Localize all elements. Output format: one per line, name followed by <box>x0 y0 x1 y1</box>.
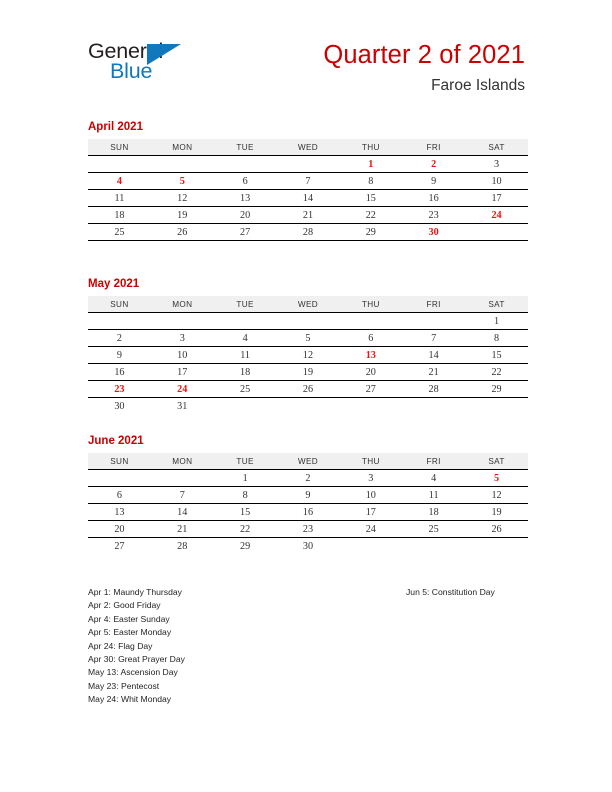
calendar-day[interactable]: 17 <box>339 504 402 521</box>
calendar-day[interactable]: 3 <box>465 156 528 173</box>
calendar-day[interactable]: 20 <box>88 521 151 538</box>
calendar-day[interactable]: 26 <box>277 381 340 398</box>
calendar-week-row <box>88 207 528 224</box>
calendar-day[interactable]: 8 <box>339 173 402 190</box>
holiday-legend-item: Apr 1: Maundy Thursday <box>88 587 182 597</box>
calendar-day-empty <box>339 313 402 330</box>
calendar-day[interactable]: 5 <box>277 330 340 347</box>
calendar-day-empty <box>339 538 402 555</box>
month-block-may <box>88 278 528 415</box>
weekday-header-sun: SUN <box>88 453 151 470</box>
month-block-april <box>88 121 528 241</box>
calendar-day[interactable]: 28 <box>402 381 465 398</box>
calendar-week-row <box>88 313 528 330</box>
calendar-table-may <box>88 296 528 415</box>
weekday-header-tue: TUE <box>214 453 277 470</box>
weekday-header-mon: MON <box>151 139 214 156</box>
calendar-day[interactable]: 16 <box>88 364 151 381</box>
holiday-legend-item: May 24: Whit Monday <box>88 694 172 705</box>
holiday-legend-item: Apr 2: Good Friday <box>88 600 161 611</box>
calendar-day[interactable]: 18 <box>88 207 151 224</box>
calendar-day[interactable]: 15 <box>465 347 528 364</box>
calendar-week-row <box>88 398 528 415</box>
month-title: June 2021 <box>88 435 144 447</box>
calendar-day[interactable]: 8 <box>465 330 528 347</box>
calendar-day-empty <box>277 156 340 173</box>
title-block <box>323 40 525 95</box>
calendar-day[interactable]: 11 <box>214 347 277 364</box>
month-block-june <box>88 435 528 555</box>
calendar-week-row <box>88 330 528 347</box>
weekday-header-mon: MON <box>151 453 214 470</box>
weekday-header-sun: SUN <box>88 139 151 156</box>
calendar-day[interactable]: 21 <box>402 364 465 381</box>
calendar-day[interactable]: 2 <box>277 470 340 487</box>
calendar-day[interactable]: 3 <box>151 330 214 347</box>
calendar-day[interactable]: 27 <box>339 381 402 398</box>
calendar-day[interactable]: 6 <box>214 173 277 190</box>
calendar-day[interactable]: 17 <box>151 364 214 381</box>
calendar-day[interactable]: 26 <box>151 224 214 241</box>
calendar-day-empty <box>151 313 214 330</box>
calendar-day[interactable]: 19 <box>277 364 340 381</box>
calendar-table-april <box>88 139 528 242</box>
calendar-day[interactable]: 31 <box>177 401 188 413</box>
weekday-header-sat: SAT <box>465 296 528 313</box>
calendar-day[interactable]: 6 <box>339 330 402 347</box>
calendar-day-holiday[interactable]: 23 <box>88 381 151 398</box>
calendar-day-empty <box>465 538 528 555</box>
calendar-day[interactable]: 9 <box>277 487 340 504</box>
calendar-day[interactable]: 6 <box>88 487 151 504</box>
calendar-day-holiday[interactable]: 2 <box>402 156 465 173</box>
weekday-header-sat: SAT <box>465 139 528 156</box>
weekday-header-tue: TUE <box>214 296 277 313</box>
calendar-day[interactable]: 28 <box>177 541 188 553</box>
calendar-day-empty <box>88 313 151 330</box>
calendar-day-empty <box>277 313 340 330</box>
calendar-day[interactable]: 23 <box>402 207 465 224</box>
calendar-day-empty <box>214 313 277 330</box>
weekday-header-fri: FRI <box>402 139 465 156</box>
calendar-day-holiday[interactable]: 5 <box>151 173 214 190</box>
calendar-day-holiday[interactable]: 4 <box>88 173 151 190</box>
calendar-week-row <box>88 173 528 190</box>
calendar-day-holiday[interactable]: 1 <box>339 156 402 173</box>
weekday-header-thu: THU <box>339 453 402 470</box>
calendar-day[interactable]: 13 <box>88 504 151 521</box>
calendar-day[interactable]: 4 <box>402 470 465 487</box>
calendar-day[interactable]: 8 <box>214 487 277 504</box>
weekday-header-fri: FRI <box>402 296 465 313</box>
month-title: April 2021 <box>88 121 143 133</box>
weekday-header-wed: WED <box>277 453 340 470</box>
calendar-day-empty <box>402 313 465 330</box>
weekday-header-sun: SUN <box>88 296 151 313</box>
calendar-day-empty <box>402 538 465 555</box>
calendar-day[interactable]: 11 <box>402 487 465 504</box>
calendar-week-row <box>88 224 528 241</box>
calendar-day[interactable]: 18 <box>402 504 465 521</box>
calendar-day[interactable]: 21 <box>151 521 214 538</box>
holiday-legend-column-right <box>406 586 495 599</box>
calendar-week-row <box>88 381 528 398</box>
calendar-day-holiday[interactable]: 13 <box>339 347 402 364</box>
calendar-day-holiday[interactable]: 24 <box>465 207 528 224</box>
calendar-day[interactable]: 7 <box>151 487 214 504</box>
calendar-day[interactable]: 13 <box>214 190 277 207</box>
calendar-day-holiday[interactable]: 5 <box>465 470 528 487</box>
calendar-day[interactable]: 10 <box>151 347 214 364</box>
calendar-day-empty <box>88 156 151 173</box>
calendar-day[interactable]: 10 <box>339 487 402 504</box>
calendar-day[interactable]: 21 <box>277 207 340 224</box>
weekday-header-thu: THU <box>339 139 402 156</box>
calendar-day[interactable]: 16 <box>277 504 340 521</box>
holiday-legend <box>0 586 612 726</box>
holiday-legend-item: Apr 30: Great Prayer Day <box>88 654 185 665</box>
general-blue-logo[interactable] <box>88 41 208 93</box>
calendar-body <box>88 313 528 415</box>
calendar-day[interactable]: 26 <box>465 521 528 538</box>
calendar-day[interactable]: 7 <box>402 330 465 347</box>
calendar-day[interactable]: 9 <box>88 347 151 364</box>
calendar-week-row <box>88 487 528 504</box>
holiday-legend-item: Jun 5: Constitution Day <box>406 587 495 597</box>
calendar-day[interactable]: 20 <box>214 207 277 224</box>
calendar-week-row <box>88 156 528 173</box>
logo-text-general: General <box>88 39 164 63</box>
calendar-day-empty <box>402 398 465 415</box>
calendar-day[interactable]: 27 <box>114 541 125 553</box>
calendar-day[interactable]: 29 <box>339 224 402 241</box>
calendar-day[interactable]: 19 <box>465 504 528 521</box>
calendar-day-empty <box>277 398 340 415</box>
holiday-legend-item: May 23: Pentecost <box>88 680 160 691</box>
holiday-legend-item: May 13: Ascension Day <box>88 667 178 678</box>
weekday-header-row <box>88 139 528 156</box>
weekday-header-wed: WED <box>277 296 340 313</box>
calendar-week-row <box>88 347 528 364</box>
page-header <box>0 0 612 110</box>
calendar-day[interactable]: 28 <box>277 224 340 241</box>
calendar-day[interactable]: 29 <box>240 541 251 553</box>
calendar-week-row <box>88 538 528 555</box>
calendar-week-row <box>88 470 528 487</box>
calendar-day[interactable]: 24 <box>339 521 402 538</box>
weekday-header-sat: SAT <box>465 453 528 470</box>
calendar-day[interactable]: 17 <box>465 190 528 207</box>
calendar-day[interactable]: 30 <box>114 401 125 413</box>
month-title: May 2021 <box>88 278 140 290</box>
calendar-day[interactable]: 14 <box>151 504 214 521</box>
calendar-day-empty <box>214 156 277 173</box>
calendar-day[interactable]: 27 <box>214 224 277 241</box>
calendar-day-empty <box>214 398 277 415</box>
calendar-day-empty <box>151 156 214 173</box>
calendar-day[interactable]: 12 <box>151 190 214 207</box>
calendar-table-june <box>88 453 528 555</box>
holiday-legend-item: Apr 24: Flag Day <box>88 640 153 651</box>
calendar-day-empty <box>151 470 214 487</box>
calendar-day[interactable]: 14 <box>277 190 340 207</box>
calendar-day-holiday[interactable]: 30 <box>402 224 465 241</box>
calendar-day-empty <box>339 398 402 415</box>
calendar-day[interactable]: 2 <box>88 330 151 347</box>
calendar-day[interactable]: 22 <box>214 521 277 538</box>
calendar-day[interactable]: 1 <box>465 313 528 330</box>
calendar-day[interactable]: 11 <box>88 190 151 207</box>
calendar-day-empty <box>465 398 528 415</box>
calendar-day[interactable]: 15 <box>339 190 402 207</box>
calendar-day[interactable]: 20 <box>339 364 402 381</box>
calendar-day[interactable]: 10 <box>465 173 528 190</box>
calendar-week-row <box>88 190 528 207</box>
calendar-day[interactable]: 15 <box>214 504 277 521</box>
calendar-day[interactable]: 1 <box>214 470 277 487</box>
calendar-week-row <box>88 521 528 538</box>
weekday-header-thu: THU <box>339 296 402 313</box>
holiday-legend-item: Apr 5: Easter Monday <box>88 627 172 638</box>
country-subtitle: Faroe Islands <box>431 77 525 95</box>
calendar-body <box>88 470 528 555</box>
calendar-day[interactable]: 25 <box>214 381 277 398</box>
logo-text-blue: Blue <box>110 59 153 83</box>
weekday-header-fri: FRI <box>402 453 465 470</box>
weekday-header-row <box>88 453 528 470</box>
calendar-day[interactable]: 16 <box>402 190 465 207</box>
calendar-day[interactable]: 25 <box>88 224 151 241</box>
weekday-header-row <box>88 296 528 313</box>
calendar-day[interactable]: 4 <box>214 330 277 347</box>
calendar-day-empty <box>88 470 151 487</box>
calendar-day[interactable]: 3 <box>339 470 402 487</box>
weekday-header-wed: WED <box>277 139 340 156</box>
calendar-day[interactable]: 19 <box>151 207 214 224</box>
calendar-week-row <box>88 504 528 521</box>
holiday-legend-column-left <box>88 586 185 707</box>
weekday-header-tue: TUE <box>214 139 277 156</box>
calendar-day[interactable]: 14 <box>402 347 465 364</box>
calendar-day[interactable]: 7 <box>277 173 340 190</box>
calendar-day[interactable]: 22 <box>339 207 402 224</box>
calendar-day[interactable]: 23 <box>277 521 340 538</box>
calendar-day[interactable]: 29 <box>465 381 528 398</box>
holiday-legend-item: Apr 4: Easter Sunday <box>88 613 170 624</box>
weekday-header-mon: MON <box>151 296 214 313</box>
calendar-day[interactable]: 9 <box>402 173 465 190</box>
calendar-day[interactable]: 12 <box>465 487 528 504</box>
calendar-day[interactable]: 30 <box>302 541 314 553</box>
calendar-day-empty <box>465 224 528 241</box>
calendar-day[interactable]: 12 <box>277 347 340 364</box>
calendar-day[interactable]: 25 <box>402 521 465 538</box>
calendar-day-holiday[interactable]: 24 <box>151 381 214 398</box>
calendar-day[interactable]: 18 <box>214 364 277 381</box>
page-title: Quarter 2 of 2021 <box>323 41 525 69</box>
calendar-day[interactable]: 22 <box>465 364 528 381</box>
calendar-body <box>88 156 528 241</box>
calendar-week-row <box>88 364 528 381</box>
